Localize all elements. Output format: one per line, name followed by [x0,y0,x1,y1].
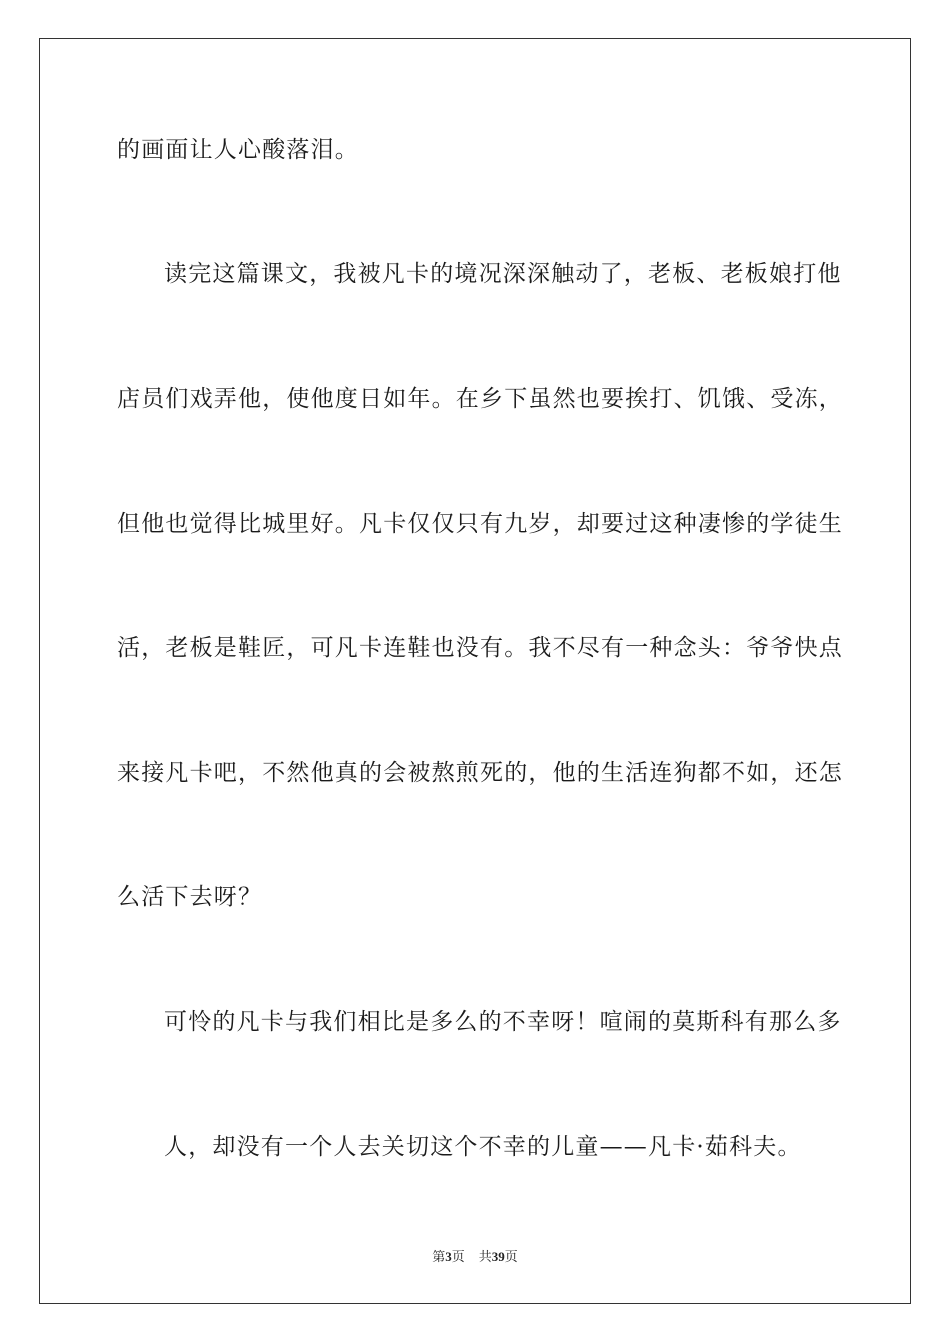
text-line-3: 店员们戏弄他，使他度日如年。在乡下虽然也要挨打、饥饿、受冻， [117,386,843,412]
page-border [39,38,911,1304]
text-line-7: 么活下去呀？ [117,884,263,910]
text-line-4: 但他也觉得比城里好。凡卡仅仅只有九岁，却要过这种凄惨的学徒生 [117,511,843,537]
text-line-5: 活，老板是鞋匠，可凡卡连鞋也没有。我不尽有一种念头：爷爷快点 [117,635,843,661]
text-line-9: 人，却没有一个人去关切这个不幸的儿童——凡卡·茹科夫。 [164,1134,802,1160]
page-suffix: 页 [451,1250,465,1265]
total-prefix: 共 [478,1250,492,1265]
total-suffix: 页 [504,1250,518,1265]
text-line-2: 读完这篇课文，我被凡卡的境况深深触动了，老板、老板娘打他 [164,261,842,287]
page-footer [0,1248,950,1267]
page-number: 3 [445,1249,452,1264]
page-prefix: 第 [432,1250,446,1265]
text-line-8: 可怜的凡卡与我们相比是多么的不幸呀！喧闹的莫斯科有那么多 [164,1009,842,1035]
total-pages: 39 [491,1249,505,1264]
text-line-6: 来接凡卡吧，不然他真的会被熬煎死的，他的生活连狗都不如，还怎 [117,760,843,786]
text-line-1: 的画面让人心酸落泪。 [117,137,359,163]
